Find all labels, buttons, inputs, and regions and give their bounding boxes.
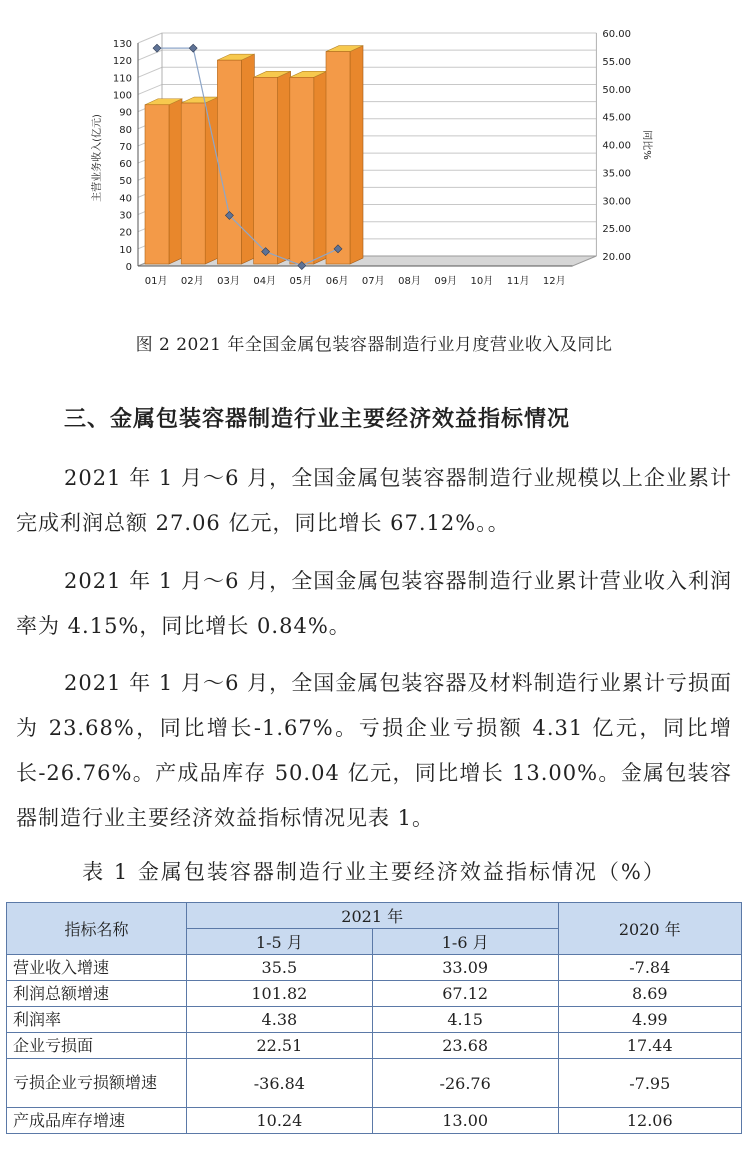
monthly-revenue-chart <box>0 0 748 300</box>
x-tick-label: 01月 <box>144 276 168 287</box>
y-tick-label: 110 <box>112 73 132 85</box>
bar-side <box>314 71 327 264</box>
y-tick-label: 50 <box>119 176 132 188</box>
cell-jan-jun: 4.15 <box>372 1007 558 1033</box>
paragraph-profit: 2021 年 1 月～6 月，全国金属包装容器制造行业规模以上企业累计完成利润总额 27.06 亿元，同比增长 67.12%。。 <box>16 466 732 535</box>
indicator-table <box>6 902 742 1134</box>
row-name: 利润率 <box>7 1007 187 1033</box>
y2-tick-label: 25.00 <box>602 224 632 236</box>
bar <box>290 77 314 264</box>
bar-side <box>241 54 254 264</box>
table-row <box>7 1007 742 1033</box>
y-tick-label: 0 <box>125 262 132 273</box>
x-tick-label: 04月 <box>253 276 277 287</box>
cell-2020: 4.99 <box>558 1007 742 1033</box>
y-tick-label: 30 <box>119 210 132 222</box>
header-jan-jun: 1-6 月 <box>372 929 558 955</box>
y-tick-label: 80 <box>119 124 132 136</box>
table-row <box>7 1059 742 1108</box>
x-tick-label: 06月 <box>325 276 349 287</box>
y-tick-label: 70 <box>119 141 132 153</box>
cell-2020: -7.84 <box>558 955 742 981</box>
table-row <box>7 955 742 981</box>
x-tick-label: 10月 <box>470 276 494 287</box>
bar <box>181 103 205 264</box>
gridline <box>138 50 596 60</box>
table-row <box>7 1033 742 1059</box>
cell-jan-may: 10.24 <box>186 1108 372 1134</box>
x-tick-label: 05月 <box>289 276 313 287</box>
chart-y-axis-label: 主营业务收入(亿元) <box>92 114 103 202</box>
cell-2020: 17.44 <box>558 1033 742 1059</box>
chart-x-axis <box>145 275 566 287</box>
y-tick-label: 90 <box>119 107 132 119</box>
y2-tick-label: 30.00 <box>602 196 632 208</box>
y2-tick-label: 50.00 <box>602 84 632 96</box>
x-tick-label: 07月 <box>361 276 385 287</box>
bar-side <box>169 99 182 264</box>
cell-jan-may: 35.5 <box>186 955 372 981</box>
gridline <box>138 67 596 77</box>
paragraph-margin: 2021 年 1 月～6 月，全国金属包装容器制造行业累计营业收入利润率为 4.15%，同比增长 0.84%。 <box>16 569 732 638</box>
table-row <box>7 1108 742 1134</box>
y-tick-label: 120 <box>112 56 132 68</box>
y2-tick-label: 60.00 <box>602 29 632 40</box>
cell-2020: -7.95 <box>558 1059 742 1108</box>
x-tick-label: 02月 <box>180 276 204 287</box>
header-indicator-name: 指标名称 <box>7 903 187 955</box>
gridline <box>138 84 596 94</box>
header-2021: 2021 年 <box>186 903 558 929</box>
y-tick-label: 60 <box>119 159 132 171</box>
x-tick-label: 09月 <box>434 276 458 287</box>
y-tick-label: 100 <box>112 90 132 102</box>
cell-2020: 8.69 <box>558 981 742 1007</box>
gridline <box>138 33 596 43</box>
paragraph-loss: 2021 年 1 月～6 月，全国金属包装容器及材料制造行业累计亏损面为 23.68%，同比增长-1.67%。亏损企业亏损额 4.31 亿元，同比增长-26.76%。产成品库存 50.04 亿元，同比增长 13.00%。金属包装容器制造行业主要经济效益指标情况见表 1。 <box>16 671 732 830</box>
cell-jan-jun: -26.76 <box>372 1059 558 1108</box>
x-tick-label: 11月 <box>506 276 530 287</box>
bar <box>254 77 278 264</box>
bar-side <box>350 46 363 264</box>
table-row <box>7 981 742 1007</box>
bar-side <box>278 71 291 264</box>
cell-jan-jun: 23.68 <box>372 1033 558 1059</box>
chart-y2-axis-label: 同比% <box>641 130 652 160</box>
x-tick-label: 12月 <box>542 276 566 287</box>
header-2020: 2020 年 <box>558 903 742 955</box>
bar <box>145 105 169 264</box>
row-name: 营业收入增速 <box>7 955 187 981</box>
row-name: 亏损企业亏损额增速 <box>7 1059 187 1108</box>
header-jan-may: 1-5 月 <box>186 929 372 955</box>
chart-right-axis <box>602 29 631 263</box>
chart-bars <box>145 46 363 264</box>
section-heading: 三、金属包装容器制造行业主要经济效益指标情况 <box>64 407 571 432</box>
figure-caption: 图 2 2021 年全国金属包装容器制造行业月度营业收入及同比 <box>135 335 613 355</box>
row-name: 产成品库存增速 <box>7 1108 187 1134</box>
cell-2020: 12.06 <box>558 1108 742 1134</box>
y2-tick-label: 20.00 <box>602 252 632 263</box>
bar <box>326 52 350 264</box>
y-tick-label: 130 <box>112 39 132 50</box>
y-tick-label: 10 <box>119 244 132 256</box>
y-tick-label: 40 <box>119 193 132 205</box>
table-caption: 表 1 金属包装容器制造行业主要经济效益指标情况（%） <box>82 860 666 884</box>
y2-tick-label: 35.00 <box>602 168 632 180</box>
y2-tick-label: 55.00 <box>602 56 632 68</box>
chart-left-axis <box>113 39 132 273</box>
cell-jan-may: 101.82 <box>186 981 372 1007</box>
x-tick-label: 03月 <box>217 276 240 287</box>
y-tick-label: 20 <box>119 227 132 239</box>
cell-jan-jun: 67.12 <box>372 981 558 1007</box>
cell-jan-may: 4.38 <box>186 1007 372 1033</box>
y2-tick-label: 40.00 <box>602 140 632 152</box>
yoy-point <box>189 44 197 52</box>
cell-jan-jun: 13.00 <box>372 1108 558 1134</box>
row-name: 利润总额增速 <box>7 981 187 1007</box>
cell-jan-may: 22.51 <box>186 1033 372 1059</box>
x-tick-label: 08月 <box>398 276 421 287</box>
y2-tick-label: 45.00 <box>602 112 632 124</box>
bar-side <box>205 97 218 264</box>
cell-jan-jun: 33.09 <box>372 955 558 981</box>
cell-jan-may: -36.84 <box>186 1059 372 1108</box>
bar <box>217 60 241 264</box>
row-name: 企业亏损面 <box>7 1033 187 1059</box>
